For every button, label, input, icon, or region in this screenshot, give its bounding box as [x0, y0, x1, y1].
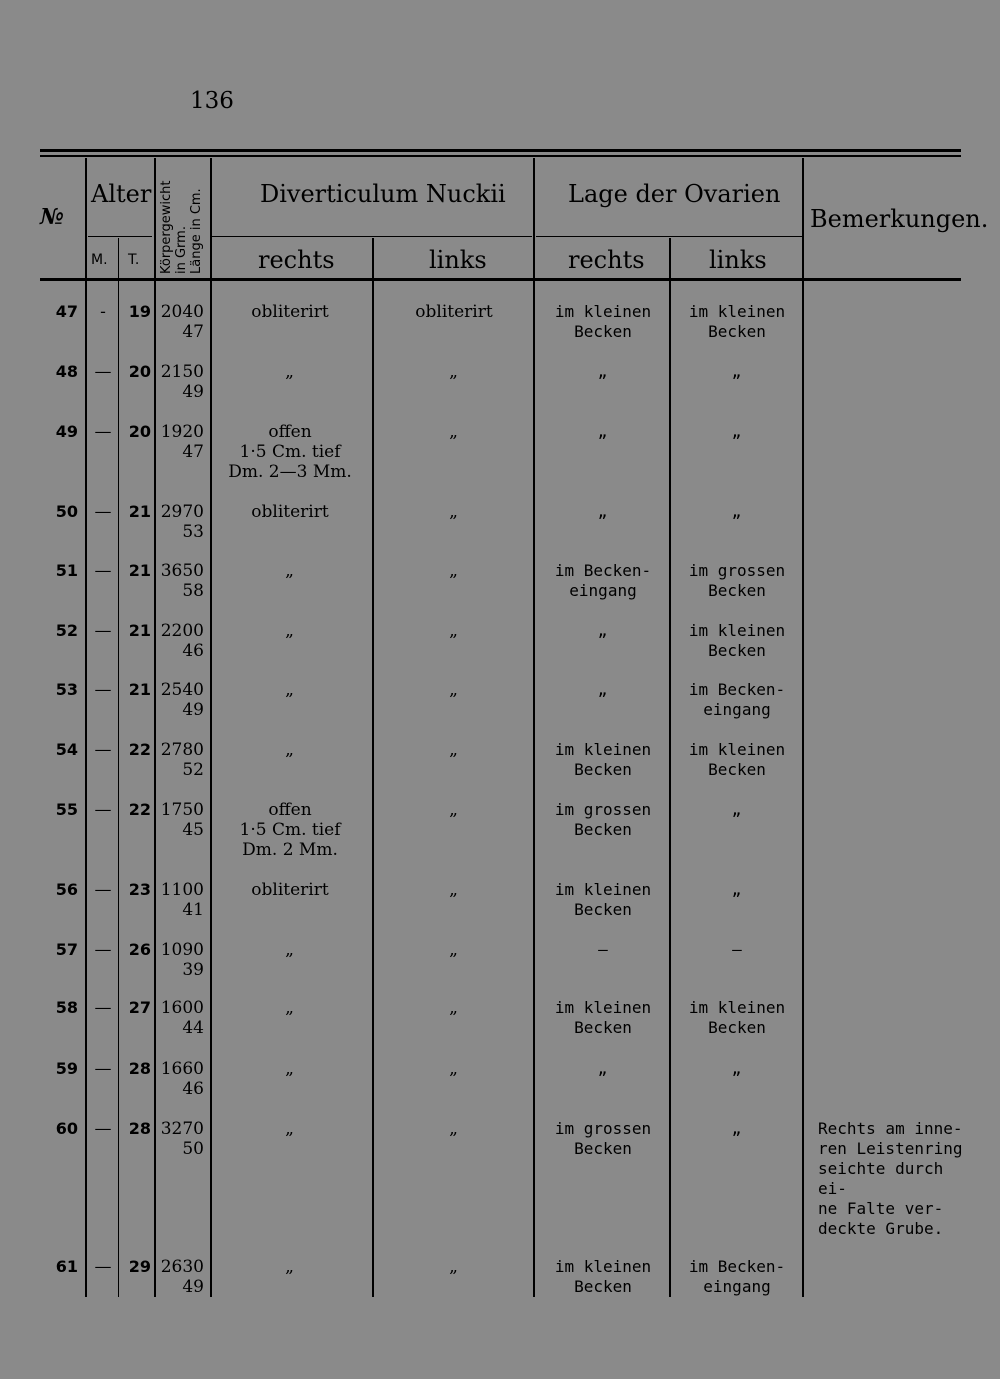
bemerkungen: [818, 1119, 970, 1239]
weight-length: [158, 880, 204, 920]
diverticulum-links: [376, 680, 532, 700]
ovarien-rechts: [538, 621, 668, 641]
ovarien-links-line: Becken: [708, 581, 766, 600]
diverticulum-rechts-line: offen: [268, 422, 312, 442]
diverticulum-links-line: „: [449, 422, 459, 442]
diverticulum-links: [376, 1257, 532, 1277]
diverticulum-rechts-line: Dm. 2 Mm.: [242, 840, 338, 860]
diverticulum-rechts: [215, 302, 365, 322]
alter-m: —: [94, 1059, 112, 1079]
diverticulum-rechts-line: „: [285, 680, 295, 700]
weight-grams: 2540: [160, 680, 204, 700]
ovarien-rechts: [538, 561, 668, 601]
column-divider: [154, 158, 156, 1297]
ovarien-links: [672, 740, 802, 780]
ovarien-rechts-line: im kleinen: [554, 998, 652, 1017]
ovarien-links-line: „: [731, 800, 743, 819]
weight-grams: 3270: [160, 1119, 204, 1139]
weight-length: [158, 740, 204, 780]
weight-length: [158, 302, 204, 342]
row-number: 51: [55, 561, 78, 580]
alter-t: 28: [128, 1119, 151, 1138]
ovarien-links: [672, 998, 802, 1038]
header-lage: Lage der Ovarien: [568, 180, 781, 208]
column-divider: [118, 238, 119, 1297]
length-cm: 50: [182, 1139, 204, 1159]
alter-m: —: [94, 800, 112, 820]
ovarien-links: [672, 621, 802, 661]
ovarien-rechts: [538, 998, 668, 1038]
ovarien-rechts-line: Becken: [574, 1018, 632, 1037]
diverticulum-links: [376, 1119, 532, 1139]
diverticulum-rechts-line: Dm. 2—3 Mm.: [228, 462, 352, 482]
ovarien-rechts-line: —: [598, 940, 608, 959]
alter-m: —: [94, 1257, 112, 1277]
header-rule: [40, 278, 961, 281]
ovarien-rechts-line: im kleinen: [554, 1257, 652, 1276]
row-number: 47: [55, 302, 78, 321]
lage-subrule: [536, 236, 802, 237]
weight-grams: 1600: [160, 998, 204, 1018]
weight-length: [158, 940, 204, 980]
length-cm: 41: [182, 900, 204, 920]
ovarien-links-line: „: [731, 362, 743, 381]
alter-t: 23: [128, 880, 151, 899]
bemerkungen-line: ne Falte ver-: [818, 1199, 944, 1218]
diverticulum-rechts: [215, 362, 365, 382]
ovarien-rechts-line: im Becken-: [554, 561, 652, 580]
row-number: 55: [55, 800, 78, 819]
bemerkungen-line: Rechts am inne-: [818, 1119, 963, 1138]
alter-m: —: [94, 362, 112, 382]
length-cm: 44: [182, 1018, 204, 1038]
ovarien-rechts-line: „: [597, 1059, 609, 1078]
row-number: 59: [55, 1059, 78, 1078]
weight-grams: 2200: [160, 621, 204, 641]
diverticulum-links-line: „: [449, 1257, 459, 1277]
weight-grams: 1920: [160, 422, 204, 442]
ovarien-rechts-line: Becken: [574, 1277, 632, 1296]
header-ov-links: links: [709, 246, 767, 274]
weight-length: [158, 1059, 204, 1099]
alter-t: 22: [128, 800, 151, 819]
header-number: №: [40, 204, 64, 230]
ovarien-rechts-line: im kleinen: [554, 880, 652, 899]
alter-t: 26: [128, 940, 151, 959]
ovarien-rechts: [538, 1059, 668, 1079]
ovarien-links-line: Becken: [708, 760, 766, 779]
ovarien-links: [672, 940, 802, 960]
diverticulum-links-line: „: [449, 800, 459, 820]
row-number: 48: [55, 362, 78, 381]
page-number: 136: [190, 88, 234, 114]
ovarien-links: [672, 362, 802, 382]
alter-m: —: [94, 502, 112, 522]
diverticulum-links-line: „: [449, 680, 459, 700]
ovarien-rechts-line: Becken: [574, 322, 632, 341]
diverticulum-links-line: „: [449, 621, 459, 641]
ovarien-links-line: eingang: [703, 1277, 771, 1296]
diverticulum-rechts: [215, 502, 365, 522]
ovarien-rechts: [538, 502, 668, 522]
row-number: 56: [55, 880, 78, 899]
ovarien-rechts-line: „: [597, 621, 609, 640]
weight-grams: 1090: [160, 940, 204, 960]
header-t: T.: [128, 252, 140, 268]
top-rule-thin: [40, 155, 961, 157]
alter-m: —: [94, 621, 112, 641]
bemerkungen-line: ren Leistenring: [818, 1139, 963, 1158]
ovarien-links: [672, 1059, 802, 1079]
diverticulum-rechts: [215, 940, 365, 960]
diverticulum-rechts: [215, 1257, 365, 1277]
diverticulum-rechts: [215, 561, 365, 581]
weight-grams: 1660: [160, 1059, 204, 1079]
diverticulum-rechts: [215, 1059, 365, 1079]
ovarien-rechts-line: im grossen: [554, 1119, 652, 1138]
alter-t: 22: [128, 740, 151, 759]
diverticulum-links: [376, 422, 532, 442]
alter-m: —: [94, 998, 112, 1018]
length-cm: 47: [182, 442, 204, 462]
diverticulum-rechts: [215, 800, 365, 860]
diverticulum-links-line: „: [449, 740, 459, 760]
weight-grams: 1100: [160, 880, 204, 900]
ovarien-rechts-line: im kleinen: [554, 740, 652, 759]
weight-grams: 1750: [160, 800, 204, 820]
alter-subrule: [88, 236, 152, 237]
header-diverticulum: Diverticulum Nuckii: [260, 180, 506, 208]
alter-t: 19: [128, 302, 151, 321]
ovarien-links: [672, 422, 802, 442]
bemerkungen-line: deckte Grube.: [818, 1219, 944, 1238]
diverticulum-rechts-line: 1·5 Cm. tief: [239, 820, 341, 840]
ovarien-rechts: [538, 680, 668, 700]
length-cm: 46: [182, 641, 204, 661]
diverticulum-links-line: „: [449, 1119, 459, 1139]
ovarien-rechts-line: „: [597, 362, 609, 381]
ovarien-rechts-line: Becken: [574, 820, 632, 839]
diverticulum-rechts-line: „: [285, 1257, 295, 1277]
length-cm: 49: [182, 700, 204, 720]
diverticulum-links-line: „: [449, 362, 459, 382]
ovarien-rechts: [538, 422, 668, 442]
column-divider: [372, 238, 374, 1297]
ovarien-links-line: im kleinen: [688, 302, 786, 321]
ovarien-rechts: [538, 1119, 668, 1159]
ovarien-rechts-line: im kleinen: [554, 302, 652, 321]
diverticulum-rechts: [215, 998, 365, 1018]
header-koerpergewicht: Körpergewicht in Grm. Länge in Cm.: [159, 180, 204, 274]
diverticulum-links: [376, 800, 532, 820]
ovarien-links: [672, 502, 802, 522]
bemerkungen-line: seichte durch ei-: [818, 1159, 944, 1198]
column-divider: [85, 158, 87, 1297]
weight-grams: 3650: [160, 561, 204, 581]
ovarien-links-line: „: [731, 880, 743, 899]
diverticulum-links-line: „: [449, 998, 459, 1018]
ovarien-rechts-line: „: [597, 502, 609, 521]
ovarien-links-line: im grossen: [688, 561, 786, 580]
diverticulum-rechts: [215, 680, 365, 700]
ovarien-links-line: „: [731, 1059, 743, 1078]
diverticulum-links-line: „: [449, 1059, 459, 1079]
weight-grams: 2040: [160, 302, 204, 322]
diverticulum-rechts-line: 1·5 Cm. tief: [239, 442, 341, 462]
row-number: 60: [55, 1119, 78, 1138]
weight-grams: 2630: [160, 1257, 204, 1277]
ovarien-rechts-line: „: [597, 680, 609, 699]
header-alter: Alter: [91, 180, 152, 208]
ovarien-rechts-line: Becken: [574, 900, 632, 919]
diverticulum-links: [376, 502, 532, 522]
weight-grams: 2150: [160, 362, 204, 382]
diverticulum-links-line: „: [449, 502, 459, 522]
diverticulum-rechts-line: obliterirt: [251, 302, 329, 322]
ovarien-links-line: „: [731, 502, 743, 521]
alter-m: —: [94, 740, 112, 760]
ovarien-rechts-line: Becken: [574, 760, 632, 779]
diverticulum-links: [376, 1059, 532, 1079]
ovarien-links: [672, 1257, 802, 1297]
alter-t: 27: [128, 998, 151, 1017]
ovarien-links: [672, 302, 802, 342]
diverticulum-links: [376, 740, 532, 760]
weight-length: [158, 561, 204, 601]
diverticulum-rechts: [215, 1119, 365, 1139]
weight-grams: 2780: [160, 740, 204, 760]
alter-t: 20: [128, 422, 151, 441]
diverticulum-links-line: „: [449, 880, 459, 900]
diverticulum-rechts-line: „: [285, 998, 295, 1018]
alter-t: 28: [128, 1059, 151, 1078]
row-number: 50: [55, 502, 78, 521]
weight-length: [158, 800, 204, 840]
alter-m: —: [94, 561, 112, 581]
ovarien-links-line: „: [731, 422, 743, 441]
column-divider: [802, 158, 804, 1297]
diverticulum-rechts-line: „: [285, 740, 295, 760]
alter-m: —: [94, 1119, 112, 1139]
ovarien-links-line: Becken: [708, 641, 766, 660]
ovarien-links: [672, 561, 802, 601]
alter-t: 21: [128, 561, 151, 580]
weight-length: [158, 680, 204, 720]
diverticulum-links: [376, 621, 532, 641]
weight-length: [158, 422, 204, 462]
diverticulum-links: [376, 998, 532, 1018]
row-number: 53: [55, 680, 78, 699]
ovarien-links: [672, 680, 802, 720]
weight-length: [158, 1119, 204, 1159]
weight-length: [158, 998, 204, 1038]
diverticulum-rechts-line: obliterirt: [251, 502, 329, 522]
alter-t: 20: [128, 362, 151, 381]
diverticulum-rechts-line: „: [285, 1119, 295, 1139]
length-cm: 45: [182, 820, 204, 840]
ovarien-links-line: „: [731, 1119, 743, 1138]
ovarien-links-line: im Becken-: [688, 680, 786, 699]
ovarien-rechts: [538, 1257, 668, 1297]
length-cm: 46: [182, 1079, 204, 1099]
ovarien-links-line: im Becken-: [688, 1257, 786, 1276]
top-rule: [40, 149, 961, 152]
row-number: 57: [55, 940, 78, 959]
diverticulum-links: [376, 362, 532, 382]
ovarien-links: [672, 1119, 802, 1139]
alter-m: -: [100, 302, 106, 322]
diverticulum-links: [376, 940, 532, 960]
alter-m: —: [94, 422, 112, 442]
ovarien-rechts-line: Becken: [574, 1139, 632, 1158]
weight-grams: 2970: [160, 502, 204, 522]
ovarien-rechts: [538, 940, 668, 960]
header-ov-rechts: rechts: [568, 246, 645, 274]
alter-t: 21: [128, 621, 151, 640]
header-m: M.: [91, 252, 108, 268]
diverticulum-links-line: obliterirt: [415, 302, 493, 322]
diverticulum-rechts-line: „: [285, 940, 295, 960]
ovarien-rechts-line: eingang: [569, 581, 637, 600]
length-cm: 39: [182, 960, 204, 980]
length-cm: 49: [182, 382, 204, 402]
ovarien-links-line: im kleinen: [688, 998, 786, 1017]
row-number: 54: [55, 740, 78, 759]
column-divider: [210, 158, 212, 1297]
column-divider: [533, 158, 535, 1297]
ovarien-links: [672, 800, 802, 820]
diverticulum-rechts: [215, 740, 365, 760]
ovarien-links-line: im kleinen: [688, 621, 786, 640]
ovarien-links-line: Becken: [708, 1018, 766, 1037]
diverticulum-rechts-line: „: [285, 1059, 295, 1079]
diverticulum-links-line: „: [449, 561, 459, 581]
diverticulum-rechts-line: „: [285, 621, 295, 641]
weight-length: [158, 362, 204, 402]
row-number: 52: [55, 621, 78, 640]
ovarien-links-line: im kleinen: [688, 740, 786, 759]
diverticulum-links: [376, 561, 532, 581]
row-number: 61: [55, 1257, 78, 1276]
diverticulum-rechts-line: „: [285, 362, 295, 382]
ovarien-rechts: [538, 302, 668, 342]
diverticulum-rechts-line: offen: [268, 800, 312, 820]
ovarien-links: [672, 880, 802, 900]
header-bemerkungen: Bemerkungen.: [810, 205, 989, 233]
ovarien-rechts: [538, 800, 668, 840]
row-number: 58: [55, 998, 78, 1017]
diverticulum-links: [376, 302, 532, 322]
diverticulum-subrule: [212, 236, 532, 237]
ovarien-links-line: Becken: [708, 322, 766, 341]
ovarien-rechts-line: im grossen: [554, 800, 652, 819]
length-cm: 47: [182, 322, 204, 342]
length-cm: 52: [182, 760, 204, 780]
weight-length: [158, 502, 204, 542]
diverticulum-links-line: „: [449, 940, 459, 960]
alter-m: —: [94, 940, 112, 960]
weight-length: [158, 621, 204, 661]
column-divider: [669, 238, 671, 1297]
row-number: 49: [55, 422, 78, 441]
diverticulum-links: [376, 880, 532, 900]
alter-t: 29: [128, 1257, 151, 1276]
alter-m: —: [94, 880, 112, 900]
ovarien-rechts: [538, 362, 668, 382]
weight-length: [158, 1257, 204, 1297]
diverticulum-rechts-line: „: [285, 561, 295, 581]
diverticulum-rechts: [215, 621, 365, 641]
alter-m: —: [94, 680, 112, 700]
length-cm: 49: [182, 1277, 204, 1297]
alter-t: 21: [128, 502, 151, 521]
ovarien-rechts-line: „: [597, 422, 609, 441]
header-div-links: links: [429, 246, 487, 274]
ovarien-rechts: [538, 740, 668, 780]
ovarien-rechts: [538, 880, 668, 920]
length-cm: 53: [182, 522, 204, 542]
ovarien-links-line: —: [732, 940, 742, 959]
diverticulum-rechts-line: obliterirt: [251, 880, 329, 900]
ovarien-links-line: eingang: [703, 700, 771, 719]
diverticulum-rechts: [215, 880, 365, 900]
alter-t: 21: [128, 680, 151, 699]
header-div-rechts: rechts: [258, 246, 335, 274]
length-cm: 58: [182, 581, 204, 601]
diverticulum-rechts: [215, 422, 365, 482]
